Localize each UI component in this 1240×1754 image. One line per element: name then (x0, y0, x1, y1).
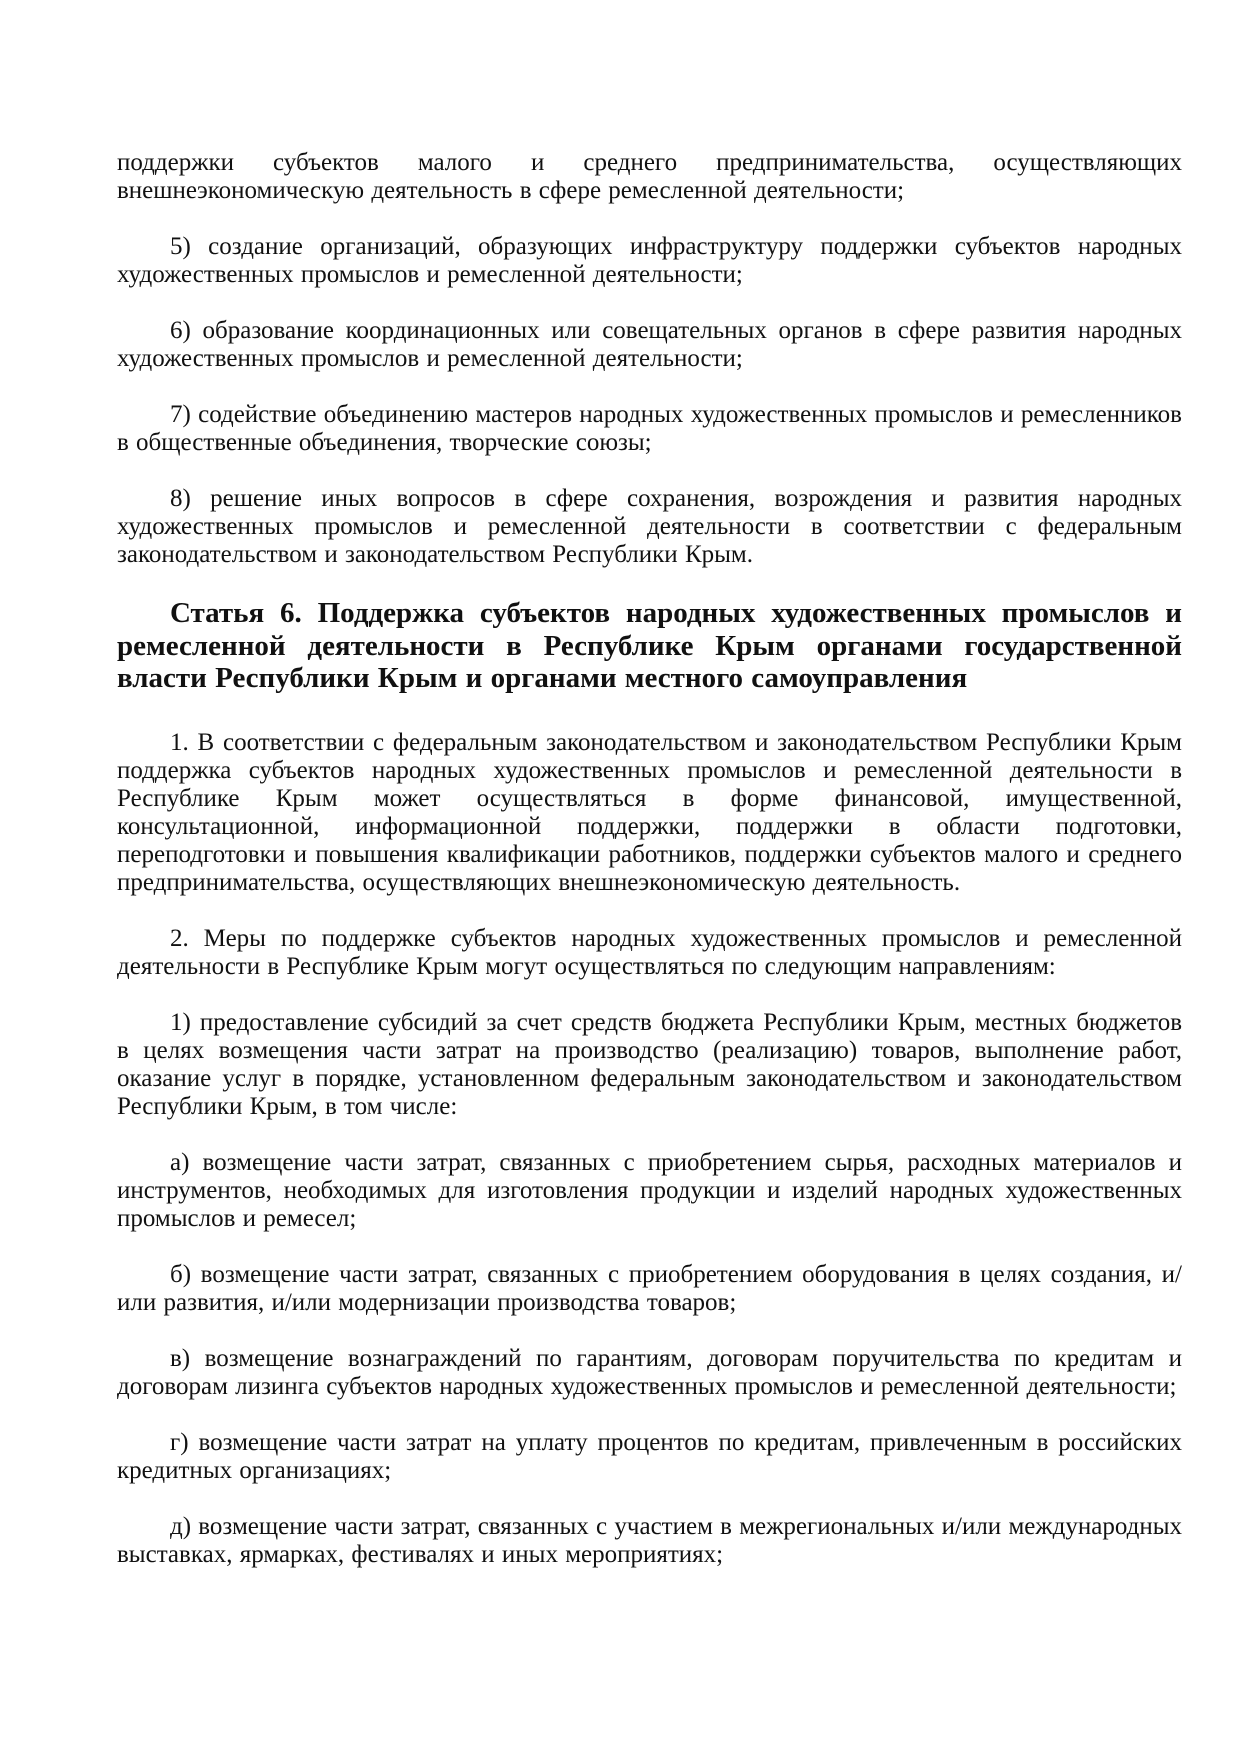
paragraph: 5) создание организаций, образующих инфраструктуру поддержки субъектов народных художественных промыслов и ремесленной деятельности; (117, 233, 1182, 288)
paragraph: а) возмещение части затрат, связанных с приобретением сырья, расходных материалов и инструментов, необходимых для изготовления продукции и изделий народных художественных промыслов и ремесел; (117, 1148, 1182, 1232)
paragraph: 7) содействие объединению мастеров народных художественных промыслов и ремесленников в общественные объединения, творческие союзы; (117, 401, 1182, 456)
paragraph: г) возмещение части затрат на уплату процентов по кредитам, привлеченным в российских кредитных организациях; (117, 1428, 1182, 1484)
paragraph: 6) образование координационных или совещательных органов в сфере развития народных художественных промыслов и ремесленной деятельности; (117, 317, 1182, 372)
paragraph: 2. Меры по поддержке субъектов народных художественных промыслов и ремесленной деятельности в Республике Крым могут осуществляться по следующим направлениям: (117, 924, 1182, 980)
paragraph: в) возмещение вознаграждений по гарантиям, договорам поручительства по кредитам и договорам лизинга субъектов народных художественных промыслов и ремесленной деятельности; (117, 1344, 1182, 1400)
paragraph: 1. В соответствии с федеральным законодательством и законодательством Республики Крым поддержка субъектов народных художественных промыслов и ремесленной деятельности в Республике Крым может осуществляться в форме финансовой, имущественной, консультационной, информационной поддержки, поддержки в области подготовки, переподготовки и повышения квалификации работников, поддержки субъектов малого и среднего предпринимательства, осуществляющих внешнеэкономическую деятельность. (117, 728, 1182, 896)
paragraph: 1) предоставление субсидий за счет средств бюджета Республики Крым, местных бюджетов в целях возмещения части затрат на производство (реализацию) товаров, выполнение работ, оказание услуг в порядке, установленном федеральным законодательством и законодательством Республики Крым, в том числе: (117, 1008, 1182, 1120)
paragraph: д) возмещение части затрат, связанных с участием в межрегиональных и/или международных выставках, ярмарках, фестивалях и иных мероприятиях; (117, 1512, 1182, 1568)
paragraph: б) возмещение части затрат, связанных с приобретением оборудования в целях создания, и/или развития, и/или модернизации производства товаров; (117, 1260, 1182, 1316)
paragraph: поддержки субъектов малого и среднего предпринимательства, осуществляющих внешнеэкономическую деятельность в сфере ремесленной деятельности; (117, 149, 1182, 204)
document-text-block (117, 149, 1182, 1569)
article-heading: Статья 6. Поддержка субъектов народных художественных промыслов и ремесленной деятельности в Республике Крым органами государственной власти Республики Крым и органами местного самоуправления (117, 597, 1182, 694)
paragraph: 8) решение иных вопросов в сфере сохранения, возрождения и развития народных художественных промыслов и ремесленной деятельности в соответствии с федеральным законодательством и законодательством Республики Крым. (117, 485, 1182, 568)
